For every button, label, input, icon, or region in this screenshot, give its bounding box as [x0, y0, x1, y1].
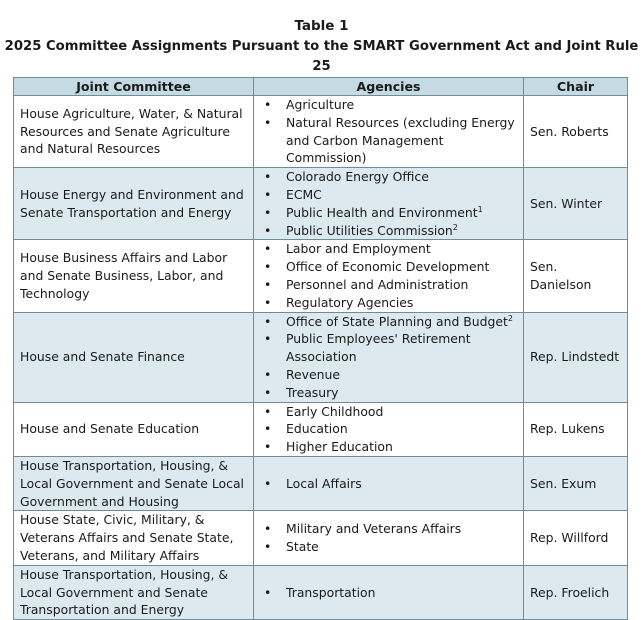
- column-header-chair: Chair: [524, 78, 628, 96]
- chair-cell: Rep. Froelich: [524, 565, 628, 619]
- agency-name: Office of Economic Development: [286, 259, 490, 275]
- agency-list-item: [258, 330, 517, 366]
- agency-list-item: [258, 366, 517, 384]
- agency-name: Military and Veterans Affairs: [286, 521, 462, 537]
- agency-name: Local Affairs: [286, 475, 362, 491]
- agency-name: Office of State Planning and Budget: [286, 313, 508, 329]
- agency-list: [258, 520, 517, 556]
- agencies-cell: [254, 402, 524, 456]
- agency-name: Colorado Energy Office: [286, 169, 429, 185]
- bullet-icon: •: [264, 539, 272, 555]
- agency-list-item: [258, 520, 517, 538]
- chair-cell: Rep. Willford: [524, 511, 628, 565]
- agencies-cell: [254, 168, 524, 240]
- joint-committee-cell: House Business Affairs and Labor and Senate Business, Labor, and Technology: [14, 240, 254, 312]
- table-row: [14, 402, 628, 456]
- agency-list-item: [258, 222, 517, 240]
- table-row: [14, 168, 628, 240]
- header-row: [14, 78, 628, 96]
- bullet-icon: •: [264, 313, 272, 329]
- agency-list-item: [258, 420, 517, 438]
- agency-list-item: [258, 538, 517, 556]
- agency-list: [258, 584, 517, 602]
- table-row: [14, 96, 628, 168]
- chair-cell: Sen. Exum: [524, 456, 628, 510]
- joint-committee-cell: House and Senate Education: [14, 402, 254, 456]
- table-row: [14, 511, 628, 565]
- agency-name: Higher Education: [286, 439, 393, 455]
- agency-list-item: [258, 438, 517, 456]
- agency-list: [258, 475, 517, 493]
- bullet-icon: •: [264, 114, 272, 130]
- agency-list-item: [258, 294, 517, 312]
- agency-list-item: [258, 186, 517, 204]
- chair-cell: Rep. Lindstedt: [524, 312, 628, 402]
- agencies-cell: [254, 456, 524, 510]
- bullet-icon: •: [264, 475, 272, 491]
- footnote-marker: 2: [507, 313, 513, 323]
- agency-list-item: [258, 276, 517, 294]
- committee-assignments-table: [13, 77, 628, 620]
- joint-committee-cell: House Energy and Environment and Senate Transportation and Energy: [14, 168, 254, 240]
- joint-committee-cell: House State, Civic, Military, & Veterans Affairs and Senate State, Veterans, and Military Affairs: [14, 511, 254, 565]
- bullet-icon: •: [264, 384, 272, 400]
- agency-list: [258, 96, 517, 167]
- agency-list-item: [258, 384, 517, 402]
- agency-list-item: [258, 403, 517, 421]
- chair-cell: Sen. Roberts: [524, 96, 628, 168]
- bullet-icon: •: [264, 366, 272, 382]
- agency-name: State: [286, 539, 319, 555]
- footnote-marker: 1: [477, 204, 483, 214]
- bullet-icon: •: [264, 294, 272, 310]
- agency-list-item: [258, 475, 517, 493]
- agencies-cell: [254, 96, 524, 168]
- agency-list: [258, 240, 517, 311]
- chair-cell: Sen. Danielson: [524, 240, 628, 312]
- bullet-icon: •: [264, 521, 272, 537]
- agency-name: Early Childhood: [286, 403, 384, 419]
- column-header-joint-committee: Joint Committee: [14, 78, 254, 96]
- agency-name: Public Utilities Commission: [286, 222, 453, 238]
- agency-list: [258, 313, 517, 402]
- agency-list-item: [258, 168, 517, 186]
- agency-name: Personnel and Administration: [286, 276, 469, 292]
- bullet-icon: •: [264, 439, 272, 455]
- footnote-marker: 2: [452, 222, 458, 232]
- agency-name: Public Employees' Retirement Association: [286, 331, 471, 365]
- agency-list-item: [258, 584, 517, 602]
- agencies-cell: [254, 511, 524, 565]
- agency-name: Treasury: [286, 384, 339, 400]
- table-row: [14, 456, 628, 510]
- agency-list-item: [258, 258, 517, 276]
- bullet-icon: •: [264, 584, 272, 600]
- bullet-icon: •: [264, 259, 272, 275]
- bullet-icon: •: [264, 421, 272, 437]
- agency-list: [258, 168, 517, 239]
- column-header-agencies: Agencies: [254, 78, 524, 96]
- agency-list-item: [258, 114, 517, 167]
- agencies-cell: [254, 312, 524, 402]
- table-row: [14, 240, 628, 312]
- agency-name: ECMC: [286, 186, 322, 202]
- bullet-icon: •: [264, 331, 272, 347]
- table-row: [14, 312, 628, 402]
- bullet-icon: •: [264, 276, 272, 292]
- agency-list-item: [258, 204, 517, 222]
- agency-list-item: [258, 313, 517, 331]
- chair-cell: Rep. Lukens: [524, 402, 628, 456]
- agency-list-item: [258, 240, 517, 258]
- table-title: 2025 Committee Assignments Pursuant to the SMART Government Act and Joint Rule 25: [4, 39, 639, 74]
- agency-name: Agriculture: [286, 97, 355, 112]
- joint-committee-cell: House and Senate Finance: [14, 312, 254, 402]
- bullet-icon: •: [264, 97, 272, 112]
- agency-list: [258, 403, 517, 456]
- agency-name: Public Health and Environment: [286, 204, 478, 220]
- bullet-icon: •: [264, 403, 272, 419]
- agency-name: Regulatory Agencies: [286, 294, 414, 310]
- agency-name: Natural Resources (excluding Energy and Carbon Management Commission): [286, 114, 515, 166]
- table-row: [14, 565, 628, 619]
- bullet-icon: •: [264, 186, 272, 202]
- agency-name: Revenue: [286, 366, 340, 382]
- agency-name: Labor and Employment: [286, 241, 431, 257]
- table-number: Table 1: [294, 18, 349, 34]
- agencies-cell: [254, 240, 524, 312]
- bullet-icon: •: [264, 222, 272, 238]
- agency-name: Transportation: [286, 584, 376, 600]
- bullet-icon: •: [264, 204, 272, 220]
- joint-committee-cell: House Transportation, Housing, & Local Government and Senate Transportation and Energy: [14, 565, 254, 619]
- bullet-icon: •: [264, 169, 272, 185]
- agency-name: Education: [286, 421, 348, 437]
- chair-cell: Sen. Winter: [524, 168, 628, 240]
- agencies-cell: [254, 565, 524, 619]
- joint-committee-cell: House Transportation, Housing, & Local Government and Senate Local Government and Housing: [14, 456, 254, 510]
- bullet-icon: •: [264, 241, 272, 257]
- agency-list-item: [258, 96, 517, 114]
- joint-committee-cell: House Agriculture, Water, & Natural Resources and Senate Agriculture and Natural Resources: [14, 96, 254, 168]
